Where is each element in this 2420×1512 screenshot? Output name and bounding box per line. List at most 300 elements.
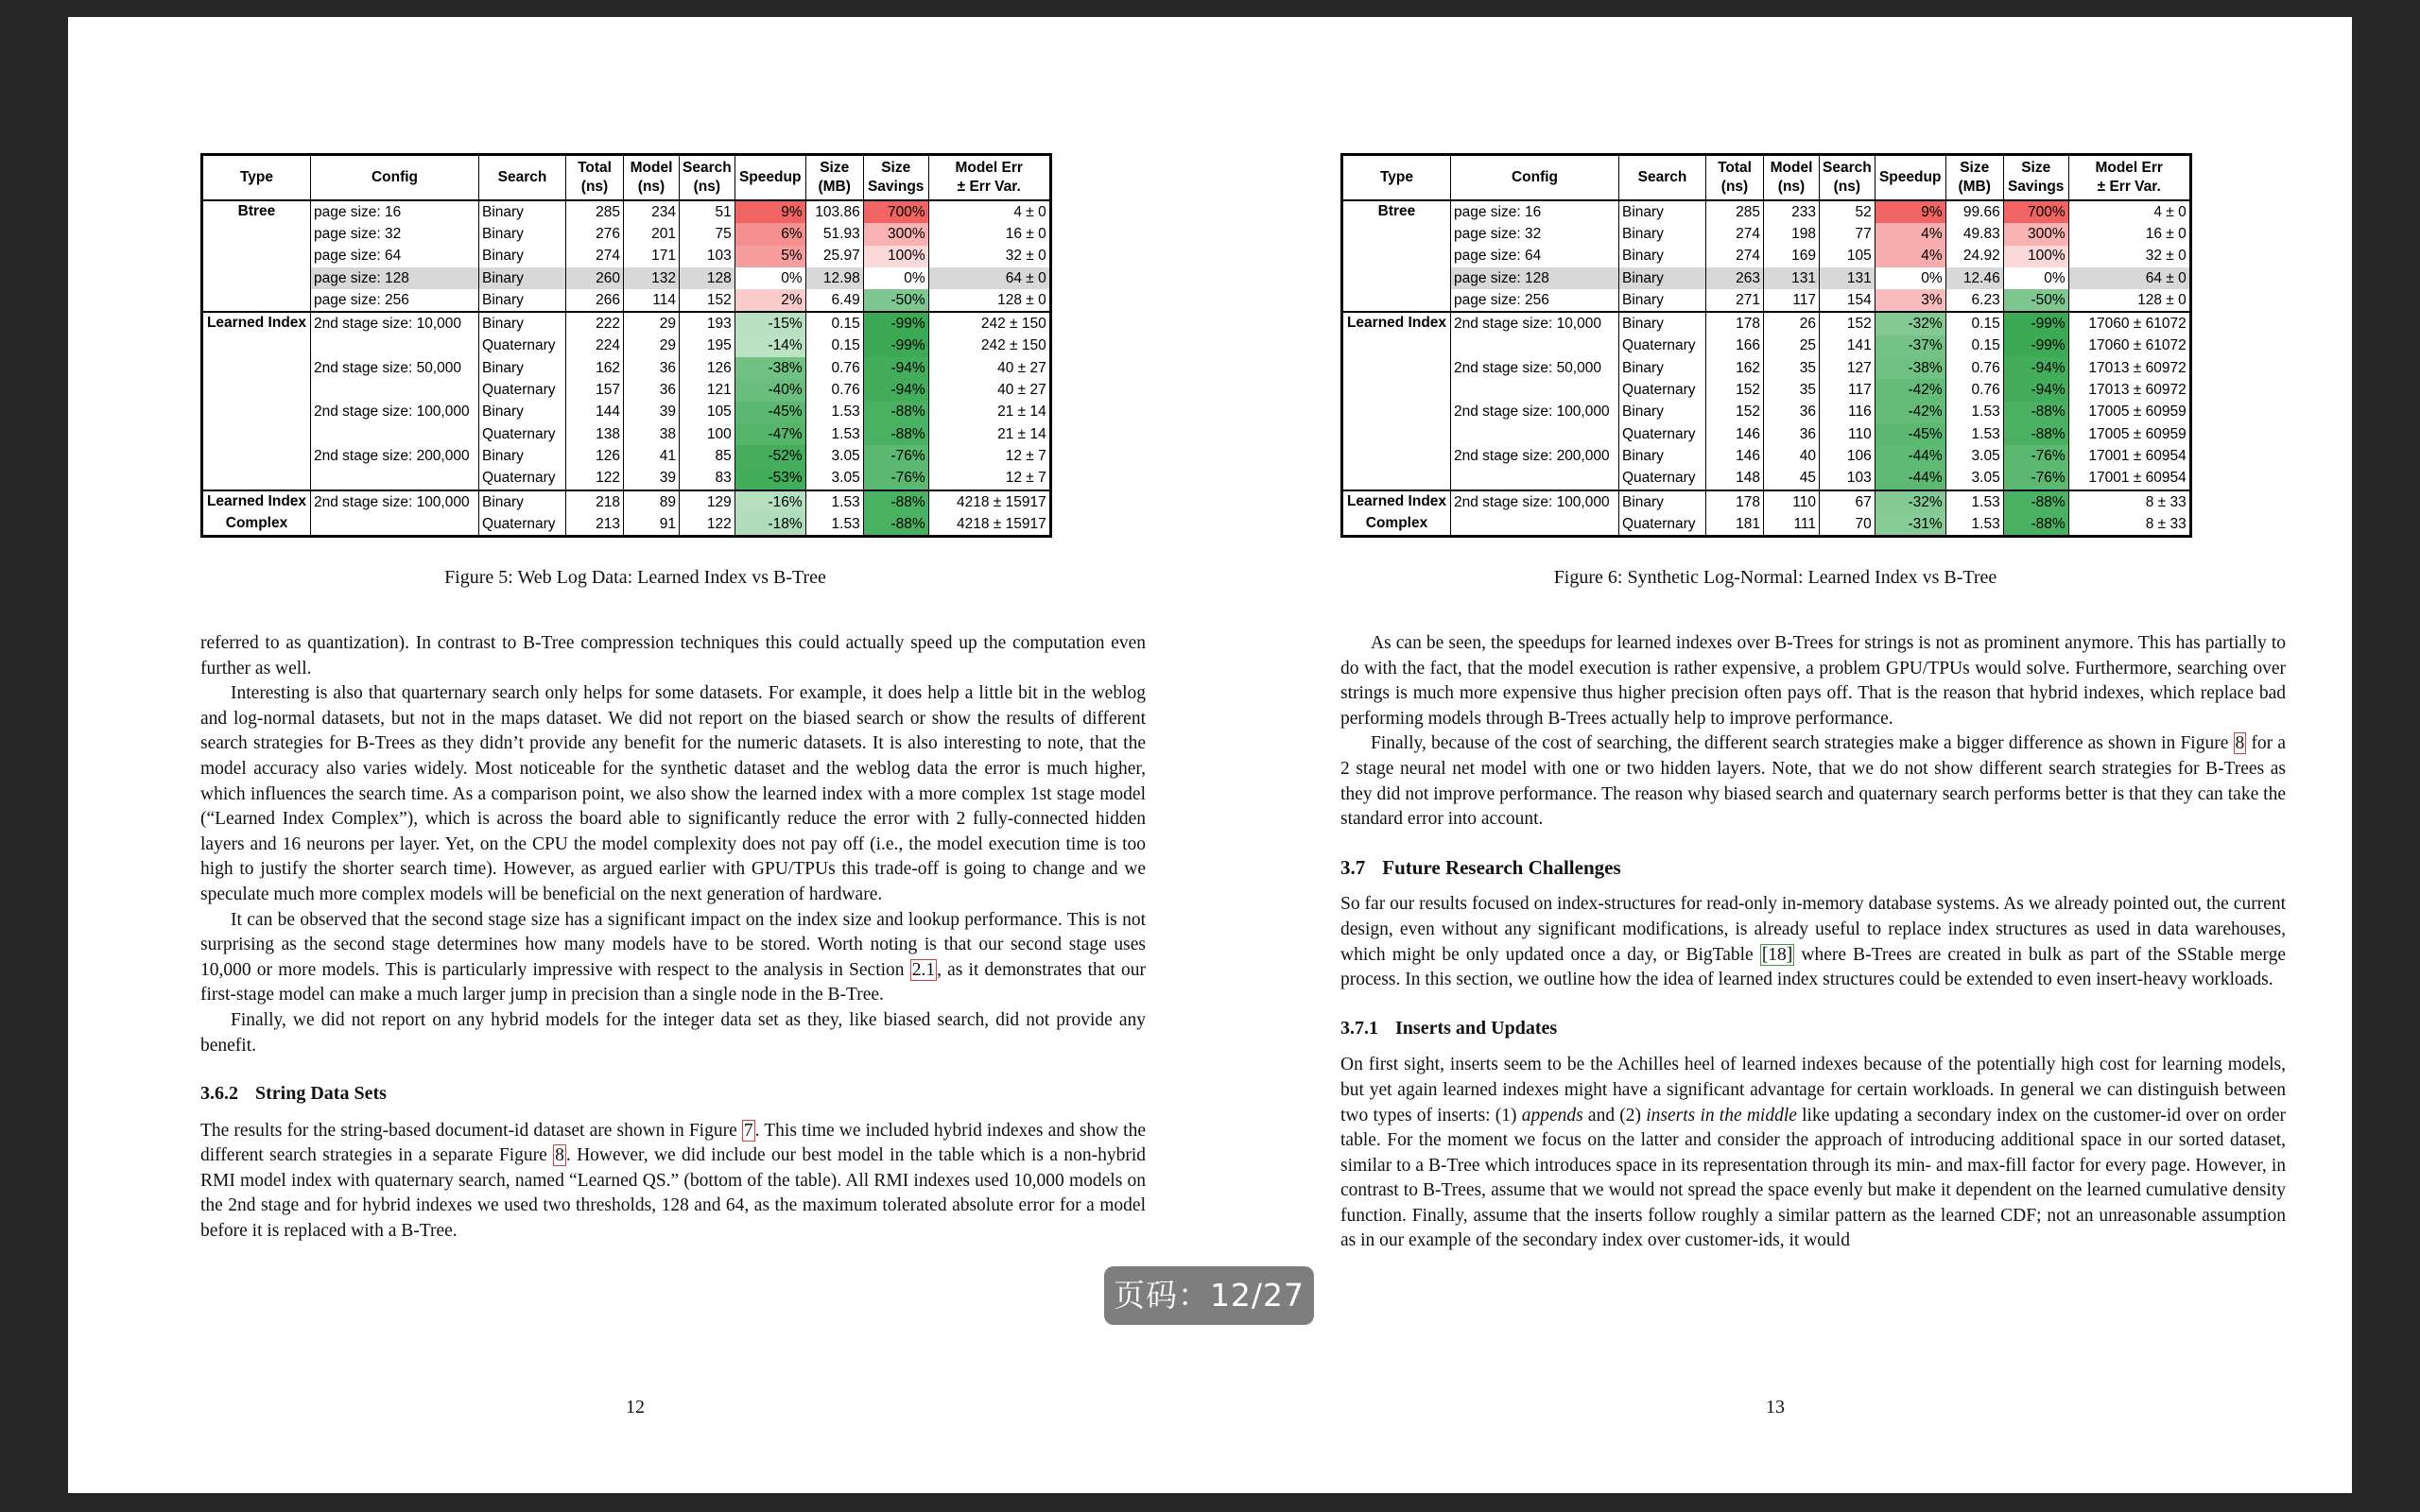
paragraph: It can be observed that the second stage size has a significant impact on the index size and lookup performance. This is not surprising as the second stage determines how many models have to be stored. Worth noting is that our second stage uses 10,000 or more models. This is particularly impressive with respect to the analysis in Section 2.1 , as it demonstrates that our first-stage model can make a much larger jump in precision than a single node in the B-Tree. (200, 909, 1146, 1005)
table-cell (202, 289, 311, 312)
table-cell: -15% (735, 312, 805, 335)
table-cell: 16 ± 0 (928, 223, 1050, 245)
table-cell: -99% (2003, 312, 2068, 335)
table-row (202, 468, 1051, 490)
table-cell: 146 (1706, 445, 1764, 467)
table-cell: 3.05 (805, 445, 863, 467)
table-cell: 0.15 (805, 312, 863, 335)
left-body-text (200, 631, 1146, 1245)
table-cell: 152 (1706, 402, 1764, 423)
table-cell: -88% (2003, 423, 2068, 445)
table-cell: page size: 64 (1451, 246, 1619, 267)
citation-link[interactable]: [18] (1761, 944, 1793, 965)
table-cell (1451, 513, 1619, 537)
table-cell: 110 (1764, 490, 1820, 513)
section-heading: 3.7 Future Research Challenges (1340, 855, 1621, 879)
table-cell: 70 (1820, 513, 1876, 537)
column-header: Config (1451, 155, 1619, 201)
table-cell: Binary (1619, 267, 1706, 289)
table-cell (1342, 223, 1451, 245)
table-cell: Learned Index (202, 490, 311, 513)
table-cell: -52% (735, 445, 805, 467)
table-cell: 218 (566, 490, 624, 513)
table-cell: 6.23 (1945, 289, 2003, 312)
table-cell: Quaternary (1619, 379, 1706, 401)
table-cell: Binary (479, 402, 566, 423)
table-cell: 39 (624, 402, 680, 423)
table-row (202, 357, 1051, 379)
table-row (202, 289, 1051, 312)
table-cell: 138 (566, 423, 624, 445)
table-cell (1342, 445, 1451, 467)
table-cell: -94% (863, 357, 928, 379)
table-cell: Binary (1619, 357, 1706, 379)
table-row (1342, 468, 2191, 490)
table-cell (1342, 402, 1451, 423)
table-row (202, 267, 1051, 289)
table-cell: 17060 ± 61072 (2068, 312, 2190, 335)
table-cell: 1.53 (805, 490, 863, 513)
table-row (1342, 267, 2191, 289)
table-cell: 193 (680, 312, 735, 335)
table-cell (202, 423, 311, 445)
table-header-row (1342, 155, 2191, 201)
table-cell: 25.97 (805, 246, 863, 267)
table-row (202, 490, 1051, 513)
column-header: Model Err ± Err Var. (2068, 155, 2190, 201)
table-cell: Binary (479, 289, 566, 312)
table-cell: 40 (1764, 445, 1820, 467)
table-row (202, 513, 1051, 537)
table-cell: 700% (863, 200, 928, 223)
table-cell: page size: 128 (311, 267, 479, 289)
table-row (1342, 402, 2191, 423)
table-cell: -16% (735, 490, 805, 513)
table-cell: 100 (680, 423, 735, 445)
column-header: Speedup (735, 155, 805, 201)
table-cell: 17013 ± 60972 (2068, 357, 2190, 379)
table-cell: Quaternary (479, 513, 566, 537)
table-cell: 17005 ± 60959 (2068, 402, 2190, 423)
table-cell: 17001 ± 60954 (2068, 468, 2190, 490)
table-cell (202, 357, 311, 379)
table-cell: 274 (1706, 246, 1764, 267)
table-cell (1342, 289, 1451, 312)
table-cell: -37% (1875, 335, 1945, 357)
table-cell (1342, 246, 1451, 267)
table-cell (202, 335, 311, 357)
table-cell: 2nd stage size: 100,000 (1451, 490, 1619, 513)
column-header: Config (311, 155, 479, 201)
table-cell: 2nd stage size: 200,000 (311, 445, 479, 467)
table-cell: 6.49 (805, 289, 863, 312)
table-cell: 2nd stage size: 50,000 (1451, 357, 1619, 379)
table-row (1342, 379, 2191, 401)
table-cell (1342, 468, 1451, 490)
table-cell (1451, 423, 1619, 445)
table-row (202, 402, 1051, 423)
table-cell: Binary (479, 200, 566, 223)
figure-6-table (1340, 153, 2192, 538)
table-cell: 263 (1706, 267, 1764, 289)
table-cell: Binary (479, 312, 566, 335)
table-cell: 2nd stage size: 100,000 (1451, 402, 1619, 423)
table-cell: 91 (624, 513, 680, 537)
table-cell: 16 ± 0 (2068, 223, 2190, 245)
table-cell: -76% (863, 468, 928, 490)
table-cell: 0.76 (805, 379, 863, 401)
table-cell: 9% (1875, 200, 1945, 223)
table-cell: -88% (2003, 402, 2068, 423)
section-link[interactable]: 2.1 (911, 959, 936, 980)
table-cell: 12.98 (805, 267, 863, 289)
table-cell: Binary (479, 490, 566, 513)
table-cell: 0.15 (1945, 312, 2003, 335)
table-cell (202, 445, 311, 467)
table-cell: page size: 16 (311, 200, 479, 223)
table-cell: 0.76 (805, 357, 863, 379)
table-cell: -88% (2003, 490, 2068, 513)
table-cell: Quaternary (479, 379, 566, 401)
table-cell: page size: 256 (1451, 289, 1619, 312)
table-cell: Complex (202, 513, 311, 537)
table-cell: 0.15 (805, 335, 863, 357)
table-row (1342, 490, 2191, 513)
table-cell: 40 ± 27 (928, 357, 1050, 379)
page-number: 13 (1766, 1397, 1785, 1418)
table-cell: Binary (479, 246, 566, 267)
column-header: Size (MB) (805, 155, 863, 201)
table-cell: 271 (1706, 289, 1764, 312)
table-cell: 122 (566, 468, 624, 490)
table-cell: 67 (1820, 490, 1876, 513)
table-cell: -50% (2003, 289, 2068, 312)
table-cell: 121 (680, 379, 735, 401)
table-cell: -42% (1875, 402, 1945, 423)
table-cell: Learned Index (202, 312, 311, 335)
column-header: Model Err ± Err Var. (928, 155, 1050, 201)
table-cell: -40% (735, 379, 805, 401)
table-cell: -44% (1875, 445, 1945, 467)
table-cell: 213 (566, 513, 624, 537)
subsection-heading: 3.7.1 Inserts and Updates (1340, 1017, 1558, 1039)
table-cell: 0% (1875, 267, 1945, 289)
table-cell: Quaternary (1619, 513, 1706, 537)
table-cell: 105 (680, 402, 735, 423)
table-row (202, 423, 1051, 445)
table-cell: 195 (680, 335, 735, 357)
table-row (202, 200, 1051, 223)
table-cell (202, 402, 311, 423)
table-cell: 1.53 (1945, 490, 2003, 513)
table-cell: 99.66 (1945, 200, 2003, 223)
table-cell: 4% (1875, 246, 1945, 267)
table-cell: 2nd stage size: 10,000 (311, 312, 479, 335)
table-cell (311, 468, 479, 490)
table-row (202, 379, 1051, 401)
table-cell: 0% (863, 267, 928, 289)
table-cell: Binary (479, 357, 566, 379)
table-cell: 2nd stage size: 100,000 (311, 490, 479, 513)
column-header: Size Savings (863, 155, 928, 201)
figure-link[interactable]: 7 (743, 1120, 753, 1141)
table-cell: 103 (1820, 468, 1876, 490)
table-cell: Binary (1619, 289, 1706, 312)
table-cell: -94% (2003, 357, 2068, 379)
table-cell: -14% (735, 335, 805, 357)
table-cell: Complex (1342, 513, 1451, 537)
table-cell: 36 (624, 379, 680, 401)
table-cell: 116 (1820, 402, 1876, 423)
table-cell: 0% (735, 267, 805, 289)
table-cell: page size: 256 (311, 289, 479, 312)
figure-5-table (200, 153, 1052, 538)
column-header: Model (ns) (1764, 155, 1820, 201)
table-cell: 49.83 (1945, 223, 2003, 245)
table-cell: 166 (1706, 335, 1764, 357)
table-cell: 129 (680, 490, 735, 513)
table-cell: 3.05 (1945, 445, 2003, 467)
table-cell: 2nd stage size: 10,000 (1451, 312, 1619, 335)
paragraph: referred to as quantization). In contrast to B-Tree compression techniques this could actually speed up the computation even further as well. (200, 633, 1146, 679)
table-cell: 242 ± 150 (928, 312, 1050, 335)
table-cell: 12.46 (1945, 267, 2003, 289)
table-cell: 171 (624, 246, 680, 267)
table-row (1342, 513, 2191, 537)
table-cell (1451, 468, 1619, 490)
table-cell: -18% (735, 513, 805, 537)
table-cell: 1.53 (1945, 423, 2003, 445)
table-cell (1342, 335, 1451, 357)
figure-6-caption: Figure 6: Synthetic Log-Normal: Learned Index vs B-Tree (1553, 567, 1997, 588)
table-cell: 4218 ± 15917 (928, 513, 1050, 537)
table-row (1342, 357, 2191, 379)
table-cell: -88% (2003, 513, 2068, 537)
table-cell: 25 (1764, 335, 1820, 357)
table-cell: 122 (680, 513, 735, 537)
table-cell: 181 (1706, 513, 1764, 537)
table-cell (1451, 379, 1619, 401)
table-cell: 146 (1706, 423, 1764, 445)
table-cell: 157 (566, 379, 624, 401)
table-cell: Quaternary (479, 423, 566, 445)
table-cell: 4218 ± 15917 (928, 490, 1050, 513)
table-cell: 106 (1820, 445, 1876, 467)
table-row (202, 335, 1051, 357)
table-cell: 36 (1764, 423, 1820, 445)
table-cell: -31% (1875, 513, 1945, 537)
column-header: Model (ns) (624, 155, 680, 201)
table-cell: 0.76 (1945, 357, 2003, 379)
table-cell: 274 (1706, 223, 1764, 245)
table-cell: 276 (566, 223, 624, 245)
table-cell (202, 379, 311, 401)
table-cell: 32 ± 0 (928, 246, 1050, 267)
table-cell: 100% (863, 246, 928, 267)
column-header: Total (ns) (1706, 155, 1764, 201)
table-row (202, 246, 1051, 267)
table-cell: 114 (624, 289, 680, 312)
table-cell: 21 ± 14 (928, 402, 1050, 423)
table-cell: 12 ± 7 (928, 468, 1050, 490)
table-cell: Binary (1619, 223, 1706, 245)
table-cell: 128 ± 0 (928, 289, 1050, 312)
table-cell (311, 423, 479, 445)
table-cell: 4 ± 0 (2068, 200, 2190, 223)
table-cell: 117 (1820, 379, 1876, 401)
table-cell: 1.53 (805, 423, 863, 445)
table-cell: 2nd stage size: 100,000 (311, 402, 479, 423)
figure-5-caption: Figure 5: Web Log Data: Learned Index vs B-Tree (444, 567, 826, 588)
table-cell: -99% (863, 335, 928, 357)
table-cell: 152 (1706, 379, 1764, 401)
table-cell: -88% (863, 490, 928, 513)
table-cell: 1.53 (805, 402, 863, 423)
table-cell: 224 (566, 335, 624, 357)
table-cell: Quaternary (479, 335, 566, 357)
table-cell (202, 223, 311, 245)
table-cell (311, 335, 479, 357)
table-cell: -38% (1875, 357, 1945, 379)
table-cell: Learned Index (1342, 312, 1451, 335)
table-cell: -76% (2003, 445, 2068, 467)
table-row (1342, 223, 2191, 245)
table-cell: 17005 ± 60959 (2068, 423, 2190, 445)
table-cell: 285 (1706, 200, 1764, 223)
table-cell: Binary (1619, 200, 1706, 223)
figure-link[interactable]: 8 (555, 1145, 564, 1166)
table-cell: Btree (1342, 200, 1451, 223)
table-cell: 39 (624, 468, 680, 490)
table-row (1342, 289, 2191, 312)
table-cell: 100% (2003, 246, 2068, 267)
table-cell: -88% (863, 513, 928, 537)
table-cell: 2nd stage size: 50,000 (311, 357, 479, 379)
table-cell: -45% (735, 402, 805, 423)
table-cell: 3% (1875, 289, 1945, 312)
table-cell: 103.86 (805, 200, 863, 223)
table-cell: Quaternary (479, 468, 566, 490)
table-cell: 178 (1706, 312, 1764, 335)
table-cell: 5% (735, 246, 805, 267)
table-cell: 700% (2003, 200, 2068, 223)
table-row (202, 445, 1051, 467)
column-header: Search (ns) (1820, 155, 1876, 201)
table-cell: 17013 ± 60972 (2068, 379, 2190, 401)
paragraph: Finally, because of the cost of searching, the different search strategies make a bigger difference as shown in Figure 8 for a 2 stage neural net model with one or two hidden layers. Note, that we do not show different search strategies for B-Trees as they did not improve performance. The reason why biased search and quaternary search performs better is that they can take the standard error into account. (1340, 733, 2286, 830)
table-cell: 201 (624, 223, 680, 245)
table-row (202, 312, 1051, 335)
paragraph: So far our results focused on index-structures for read-only in-memory database systems. As we already pointed out, the current design, even without any significant modifications, is already useful to replace index structures as used in data warehouses, which might be only updated once a day, or BigTable [18] where B-Trees are created in bulk as part of the SStable merge process. In this section, we outline how the idea of learned index structures could be extended to even insert-heavy workloads. (1340, 894, 2286, 990)
table-cell: -76% (2003, 468, 2068, 490)
table-cell (202, 246, 311, 267)
table-cell: 2nd stage size: 200,000 (1451, 445, 1619, 467)
table-cell: 6% (735, 223, 805, 245)
table-cell: 75 (680, 223, 735, 245)
column-header: Total (ns) (566, 155, 624, 201)
table-cell: 103 (680, 246, 735, 267)
table-cell: Binary (479, 223, 566, 245)
table-cell: -88% (863, 402, 928, 423)
table-cell: 12 ± 7 (928, 445, 1050, 467)
table-cell: 26 (1764, 312, 1820, 335)
table-cell: 274 (566, 246, 624, 267)
table-cell (1451, 335, 1619, 357)
table-row (1342, 335, 2191, 357)
paragraph: Finally, we did not report on any hybrid models for the integer data set as they, like biased search, did not provide any benefit. (200, 1009, 1146, 1056)
table-cell: 127 (1820, 357, 1876, 379)
column-header: Search (479, 155, 566, 201)
figure-link[interactable]: 8 (2235, 733, 2245, 754)
table-cell: 0.76 (1945, 379, 2003, 401)
table-cell: 3.05 (1945, 468, 2003, 490)
column-header: Type (202, 155, 311, 201)
table-cell (1342, 357, 1451, 379)
table-cell: 4 ± 0 (928, 200, 1050, 223)
column-header: Size (MB) (1945, 155, 2003, 201)
table-cell: 0.15 (1945, 335, 2003, 357)
table-cell: 41 (624, 445, 680, 467)
page-12 (200, 17, 1155, 1493)
table-cell: 77 (1820, 223, 1876, 245)
table-cell: 8 ± 33 (2068, 513, 2190, 537)
table-cell: 85 (680, 445, 735, 467)
column-header: Speedup (1875, 155, 1945, 201)
table-header-row (202, 155, 1051, 201)
table-cell: Binary (1619, 312, 1706, 335)
right-body-text (1340, 631, 2286, 1254)
table-cell: -38% (735, 357, 805, 379)
table-cell: Binary (1619, 445, 1706, 467)
column-header: Search (1619, 155, 1706, 201)
table-row (1342, 312, 2191, 335)
table-cell: page size: 64 (311, 246, 479, 267)
table-cell: 169 (1764, 246, 1820, 267)
table-cell: 128 (680, 267, 735, 289)
page-13 (1340, 17, 2295, 1493)
page-indicator: 页码：12/27 (1104, 1266, 1314, 1325)
table-cell: Binary (1619, 490, 1706, 513)
table-cell: 89 (624, 490, 680, 513)
table-row (202, 223, 1051, 245)
section-heading: 3.6.2 String Data Sets (200, 1083, 387, 1105)
table-cell: 162 (1706, 357, 1764, 379)
table-cell: 9% (735, 200, 805, 223)
table-cell: 36 (1764, 402, 1820, 423)
table-cell: 141 (1820, 335, 1876, 357)
paragraph: On first sight, inserts seem to be the Achilles heel of learned indexes because of the potentially high cost for learning models, but yet again learned indexes might have a significant advantage for certain workloads. In general we can distinguish between two types of inserts: (1) appends and (2) inserts in the middle like updating a secondary index on the customer-id over on order table. For the moment we focus on the latter and consider the approach of introducing additional space in our sorted dataset, similar to a B-Tree which introduces space in its representation through its min- and max-fill factor for every page. However, in contrast to B-Trees, assume that we would not spread the space evenly but make it dependent on the learned cumulative density function. Finally, assume that the inserts follow roughly a similar pattern as the learned CDF; not an unreasonable assumption as in our example of the secondary index over customer-ids, it would (1340, 1055, 2286, 1251)
table-row (1342, 200, 2191, 223)
table-cell: 35 (1764, 357, 1820, 379)
table-cell: Learned Index (1342, 490, 1451, 513)
table-cell: Binary (479, 267, 566, 289)
table-cell: 29 (624, 312, 680, 335)
table-cell: -32% (1875, 312, 1945, 335)
table-cell: -42% (1875, 379, 1945, 401)
table-cell: 51.93 (805, 223, 863, 245)
paragraph: The results for the string-based document-id dataset are shown in Figure 7 . This time we included hybrid indexes and show the different search strategies in a separate Figure 8 . However, we did include our best model in the table which is a non-hybrid RMI model index with quaternary search, named “Learned QS.” (bottom of the table). All RMI indexes used 10,000 models on the 2nd stage and for hybrid indexes we used two thresholds, 128 and 64, as the maximum tolerated absolute error for a model before it is replaced with a B-Tree. (200, 1120, 1146, 1242)
table-cell: 285 (566, 200, 624, 223)
table-cell: 131 (1820, 267, 1876, 289)
table-cell: 0% (2003, 267, 2068, 289)
table-cell: 126 (680, 357, 735, 379)
table-cell: 132 (624, 267, 680, 289)
table-cell: 300% (2003, 223, 2068, 245)
table-cell: 234 (624, 200, 680, 223)
table-cell: 260 (566, 267, 624, 289)
table-cell: 64 ± 0 (2068, 267, 2190, 289)
table-cell (311, 513, 479, 537)
